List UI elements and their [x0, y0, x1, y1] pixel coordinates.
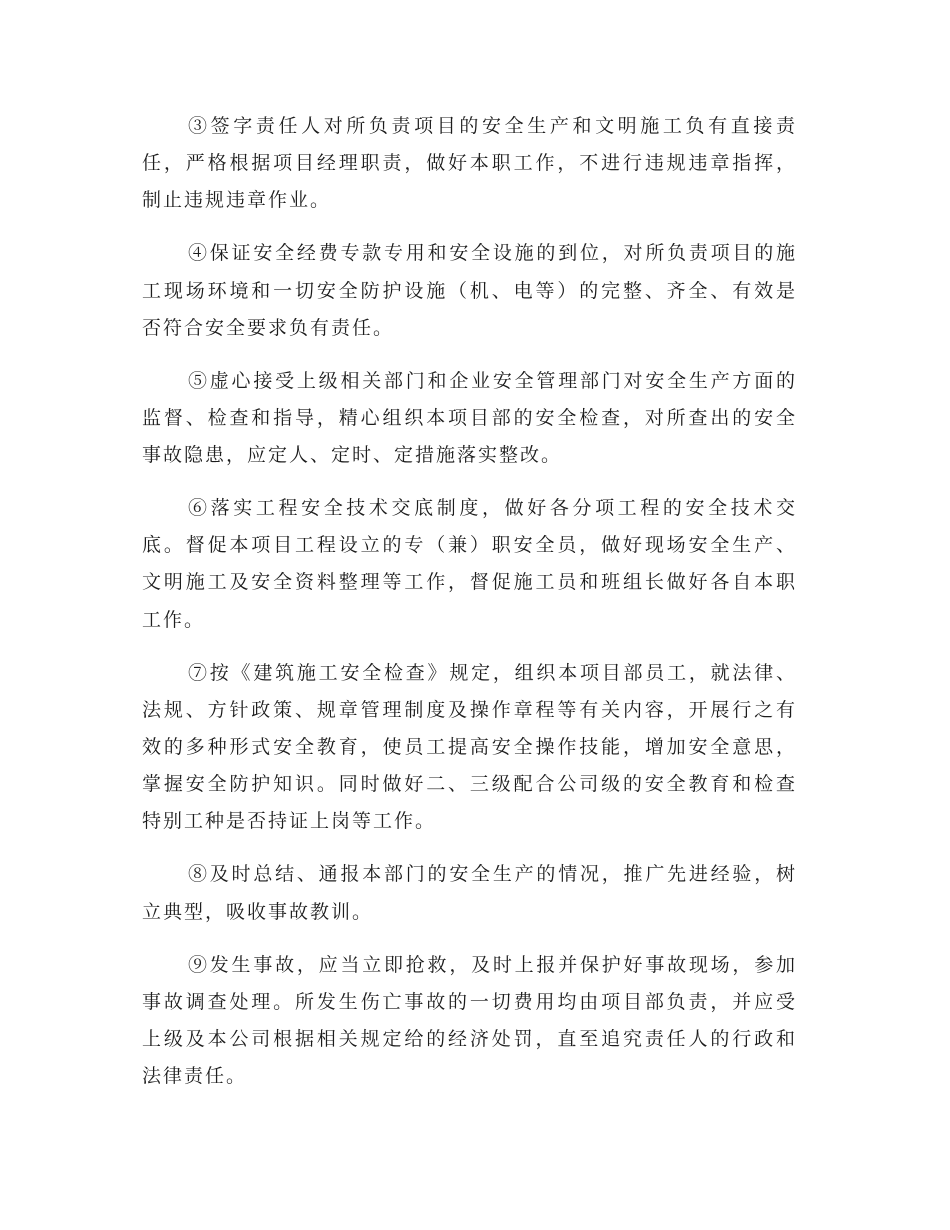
paragraph-item-6 — [142, 490, 797, 639]
paragraph-line: 事故隐患，应定人、定时、定措施落实整改。 — [142, 444, 563, 467]
paragraph-line: ⑧及时总结、通报本部门的安全生产的情况，推广先进经验，树 — [188, 863, 797, 886]
paragraph-line: 底。督促本项目工程设立的专（兼）职安全员，做好现场安全生产、 — [142, 534, 797, 557]
paragraph-line: ⑨发生事故，应当立即抢救，及时上报并保护好事故现场，参加 — [188, 953, 797, 976]
paragraph-line: 立典型，吸收事故教训。 — [142, 900, 374, 923]
paragraph-item-9 — [142, 947, 797, 1096]
paragraph-line: ⑦按《建筑施工安全检查》规定，组织本项目部员工，就法律、 — [188, 661, 797, 684]
paragraph-line: ④保证安全经费专款专用和安全设施的到位，对所负责项目的施 — [188, 242, 797, 265]
paragraph-item-8 — [142, 856, 797, 930]
paragraph-line: ⑥落实工程安全技术交底制度，做好各分项工程的安全技术交 — [188, 497, 797, 520]
paragraph-line: 掌握安全防护知识。同时做好二、三级配合公司级的安全教育和检查 — [142, 773, 797, 796]
paragraph-line: 监督、检查和指导，精心组织本项目部的安全检查，对所查出的安全 — [142, 406, 797, 429]
paragraph-line: 文明施工及安全资料整理等工作，督促施工员和班组长做好各自本职 — [142, 571, 797, 594]
paragraph-item-3 — [142, 108, 797, 220]
paragraph-line: 效的多种形式安全教育，使员工提高安全操作技能，增加安全意思， — [142, 736, 797, 758]
paragraph-line: 工现场环境和一切安全防护设施（机、电等）的完整、齐全、有效是 — [142, 279, 797, 302]
paragraph-line: 否符合安全要求负有责任。 — [142, 316, 395, 339]
paragraph-line: ⑤虚心接受上级相关部门和企业安全管理部门对安全生产方面的 — [188, 369, 797, 392]
paragraph-item-4 — [142, 235, 797, 347]
paragraph-line: 上级及本公司根据相关规定给的经济处罚，直至追究责任人的行政和 — [142, 1027, 797, 1050]
paragraph-item-7 — [142, 655, 797, 841]
paragraph-line: 法规、方针政策、规章管理制度及操作章程等有关内容，开展行之有 — [142, 698, 797, 721]
paragraph-line: 事故调查处理。所发生伤亡事故的一切费用均由项目部负责，并应受 — [142, 990, 797, 1013]
paragraph-line: 工作。 — [142, 608, 206, 631]
paragraph-line: 法律责任。 — [142, 1065, 248, 1088]
paragraph-item-5 — [142, 363, 797, 475]
paragraph-line: ③签字责任人对所负责项目的安全生产和文明施工负有直接责 — [188, 115, 797, 137]
paragraph-line: 制止违规违章作业。 — [142, 189, 332, 212]
paragraph-line: 特别工种是否持证上岗等工作。 — [142, 810, 437, 833]
paragraph-line: 任，严格根据项目经理职责，做好本职工作，不进行违规违章指挥， — [142, 152, 797, 175]
document-body — [142, 108, 797, 1111]
